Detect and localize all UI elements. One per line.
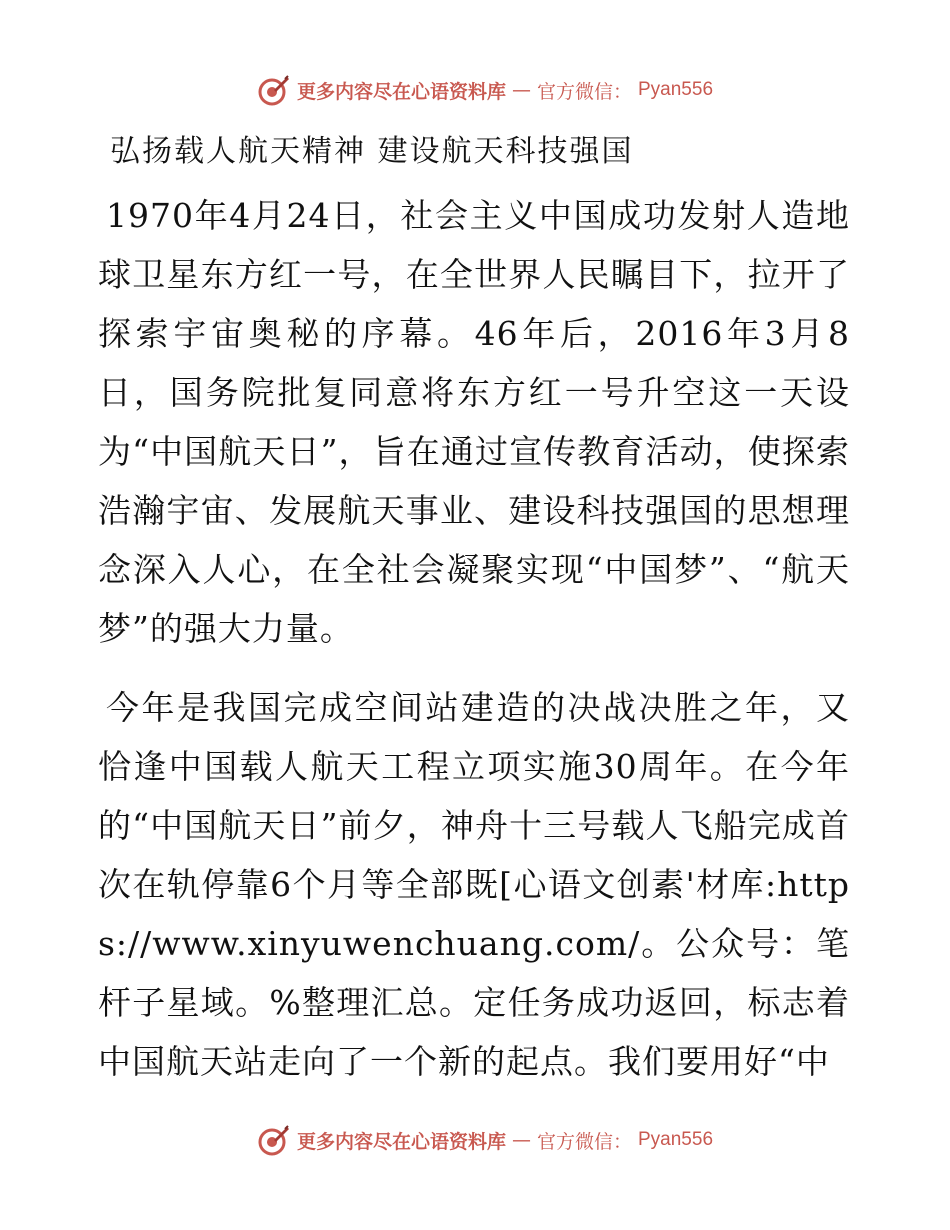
banner-wechat-id: Pyan556 — [638, 1129, 714, 1150]
pen-logo-icon — [257, 73, 291, 107]
document-body — [98, 186, 850, 1111]
banner-wechat-label: 官方微信： — [536, 1130, 632, 1153]
paragraph-1: 1970年4月24日，社会主义中国成功发射人造地球卫星东方红一号，在全世界人民瞩目下，拉开了探索宇宙奥秘的序幕。46年后，2016年3月8日，国务院批复同意将东方红一号升空这一天设为“中国航天日”，旨在通过宣传教育活动，使探索浩瀚宇宙、发展航天事业、建设科技强国的思想理念深入人心，在全社会凝聚实现“中国梦”、“航天梦”的强大力量。 — [98, 196, 850, 648]
paragraph-2: 今年是我国完成空间站建造的决战决胜之年，又恰逢中国载人航天工程立项实施30周年。在今年的“中国航天日”前夕，神舟十三号载人飞船完成首次在轨停靠6个月等全部既[心语文创素'材库:https://www.xinyuwenchuang.com/。公众号：笔杆子星域。%整理汇总。定任务成功返回，标志着中国航天站走向了一个新的起点。我们要用好“中 — [98, 688, 850, 1081]
banner-brand-text: 更多内容尽在心语资料库 — [296, 1130, 506, 1153]
document-title: 弘扬载人航天精神 建设航天科技强国 — [110, 134, 634, 169]
banner-separator: — — [511, 79, 531, 101]
pen-logo-icon — [257, 1123, 291, 1157]
footer-banner — [0, 1120, 950, 1160]
banner-wechat-label: 官方微信： — [536, 80, 632, 103]
banner-separator: — — [511, 1129, 531, 1151]
banner-wechat-id: Pyan556 — [638, 79, 714, 100]
header-banner — [0, 70, 950, 110]
banner-brand-text: 更多内容尽在心语资料库 — [296, 80, 506, 103]
